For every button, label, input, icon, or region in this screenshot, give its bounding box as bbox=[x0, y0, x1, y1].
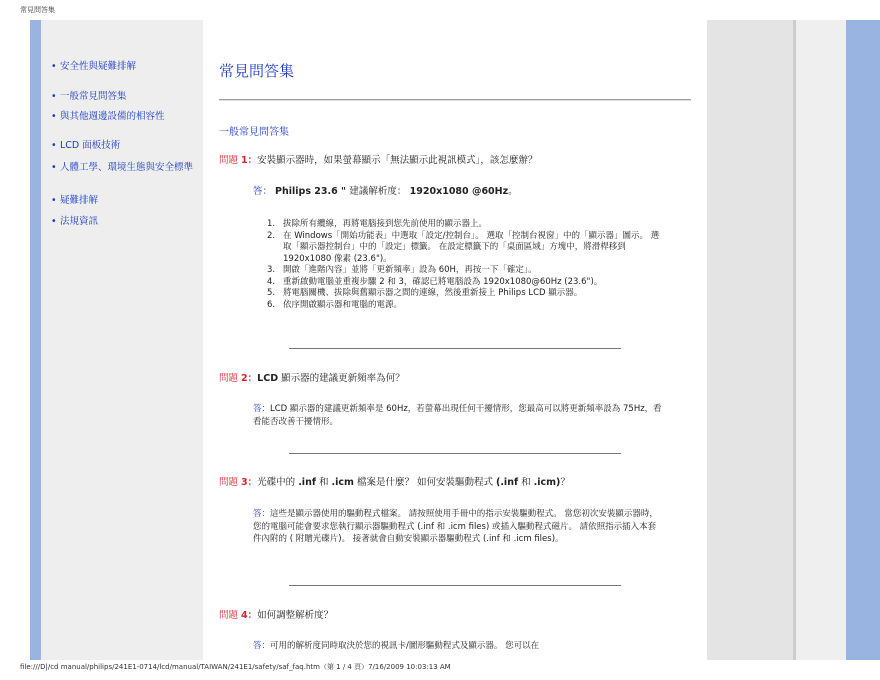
question-label: 問題 bbox=[219, 155, 239, 166]
step-item: 5. 將電腦關機、拔除與舊顯示器之間的連線，然後重新接上 Philips LCD 顯示器。 bbox=[267, 288, 583, 298]
steps-list bbox=[267, 219, 667, 311]
nav-item-compatibility[interactable] bbox=[51, 110, 201, 123]
answer-text: 建議解析度： bbox=[349, 186, 407, 197]
answer-model: Philips 23.6 " bbox=[275, 186, 350, 197]
right-edge-bar bbox=[846, 20, 880, 660]
bullet-icon: • bbox=[51, 140, 57, 151]
right-panel-2 bbox=[796, 20, 846, 660]
left-edge-bar bbox=[30, 20, 41, 660]
nav-item-label[interactable]: LCD 面板技術 bbox=[60, 140, 121, 151]
nav-item-label[interactable]: 人體工學、環境生態與安全標準 bbox=[60, 162, 194, 173]
nav-item-label[interactable]: 一般常見問答集 bbox=[60, 91, 127, 102]
answer-label: 答： bbox=[253, 641, 271, 651]
answer-end: 。 bbox=[508, 186, 518, 197]
step-item: 1. 拔除所有纜線，再將電腦接到您先前使用的顯示器上。 bbox=[267, 219, 488, 229]
separator bbox=[289, 585, 621, 586]
question-text: 顯示器的建議更新頻率為何？ bbox=[278, 373, 405, 384]
nav-item-label[interactable]: 法規資訊 bbox=[60, 216, 99, 227]
step-item: 3. 開啟「進階內容」並將「更新頻率」設為 60H，再按一下「確定」。 bbox=[267, 265, 537, 275]
separator bbox=[289, 348, 621, 349]
bullet-icon: • bbox=[51, 216, 57, 227]
question-3: 問題 3：光碟中的 .inf 和 .icm 檔案是什麼？ 如何安裝驅動程式 (.inf 和 .icm)？ bbox=[219, 477, 570, 488]
answer-text: LCD 顯示器的建議更新頻率是 60Hz，若螢幕出現任何干擾情形，您最高可以將更新頻率設為 75Hz，看看能否改善干擾情形。 bbox=[253, 404, 662, 427]
question-number: 1： bbox=[241, 155, 258, 166]
print-footer: file:///D|/cd manual/philips/241E1-0714/lcd/manual/TAIWAN/241E1/safety/saf_faq.htm（第 1 / 4 頁）7/16/2009 10:03:13 AM bbox=[20, 663, 451, 671]
bullet-icon: • bbox=[51, 61, 57, 72]
answer-label: 答： bbox=[253, 404, 271, 414]
question-text: 安裝顯示器時，如果螢幕顯示「無法顯示此視訊模式」，該怎麼辦？ bbox=[257, 155, 538, 166]
nav-item-label[interactable]: 疑難排解 bbox=[60, 195, 99, 206]
question-4 bbox=[219, 609, 689, 622]
answer-label: 答： bbox=[253, 509, 271, 519]
answer-resolution: 1920x1080 @60Hz bbox=[406, 186, 509, 197]
answer-3 bbox=[253, 508, 663, 546]
answer-4 bbox=[253, 640, 663, 653]
answer-label: 答： bbox=[253, 186, 273, 197]
question-text: 如何調整解析度？ bbox=[257, 610, 334, 621]
right-panel bbox=[707, 20, 793, 660]
nav-item-general-faq[interactable] bbox=[51, 90, 201, 103]
nav-item-label[interactable]: 安全性與疑難排解 bbox=[60, 61, 137, 72]
print-header: 常見問答集 bbox=[20, 6, 55, 14]
question-label: 問題 bbox=[219, 610, 239, 621]
question-label: 問題 bbox=[219, 373, 239, 384]
page-title: 常見問答集 bbox=[219, 62, 295, 80]
bullet-icon: • bbox=[51, 195, 57, 206]
bullet-icon: • bbox=[51, 91, 57, 102]
answer-2 bbox=[253, 403, 663, 428]
answer-text: 可用的解析度同時取決於您的視訊卡/圖形驅動程式及顯示器。 您可以在 bbox=[270, 641, 540, 651]
step-item: 2. 在 Windows「開始功能表」中選取「設定/控制台」。 選取「控制台視窗」中的「顯示器」圖示。 選取「顯示器控制台」中的「設定」標籤。 在設定標籤下的「桌面區域」方塊中，將滑桿移到 1920x1080 像素 (23.6")。 bbox=[267, 230, 660, 264]
question-number: 3： bbox=[241, 477, 258, 488]
bullet-icon: • bbox=[51, 162, 57, 173]
question-number: 4： bbox=[241, 610, 258, 621]
question-2 bbox=[219, 372, 689, 385]
step-item: 4. 重新啟動電腦並重複步驟 2 和 3，確認已將電腦設為 1920x1080@60Hz (23.6")。 bbox=[267, 276, 603, 287]
nav-item-safety-troubleshooting[interactable] bbox=[51, 60, 201, 73]
step-item: 6. 依序開啟顯示器和電腦的電源。 bbox=[267, 299, 403, 310]
answer-1 bbox=[253, 186, 663, 199]
question-1 bbox=[219, 154, 689, 167]
title-divider bbox=[219, 99, 691, 101]
nav-item-regulatory[interactable] bbox=[51, 215, 201, 228]
nav-item-troubleshooting[interactable] bbox=[51, 194, 201, 207]
sidebar-nav bbox=[41, 20, 203, 660]
nav-item-lcd-panel-technology[interactable] bbox=[51, 139, 201, 152]
section-title: 一般常見問答集 bbox=[219, 127, 289, 138]
separator bbox=[289, 453, 621, 454]
question-number: 2： bbox=[241, 373, 258, 384]
bullet-icon: • bbox=[51, 111, 57, 122]
main-content bbox=[203, 20, 707, 660]
answer-text: 這些是顯示器使用的驅動程式檔案。 請按照使用手冊中的指示安裝驅動程式。 當您初次安裝顯示器時，您的電腦可能會要求您執行顯示器驅動程式 (.inf 和 .icm files) 或插入驅動程式磁片。 請依照指示插入本套件內附的 ( 附贈光碟片)。 接著就會自動安裝顯示器驅動程式 (.inf 和 .icm files)。 bbox=[253, 509, 658, 544]
nav-item-label[interactable]: 與其他週邊設備的相容性 bbox=[60, 111, 165, 122]
nav-item-ergonomics[interactable] bbox=[51, 161, 201, 174]
question-text-bold: LCD bbox=[257, 373, 279, 384]
question-label: 問題 bbox=[219, 477, 239, 488]
